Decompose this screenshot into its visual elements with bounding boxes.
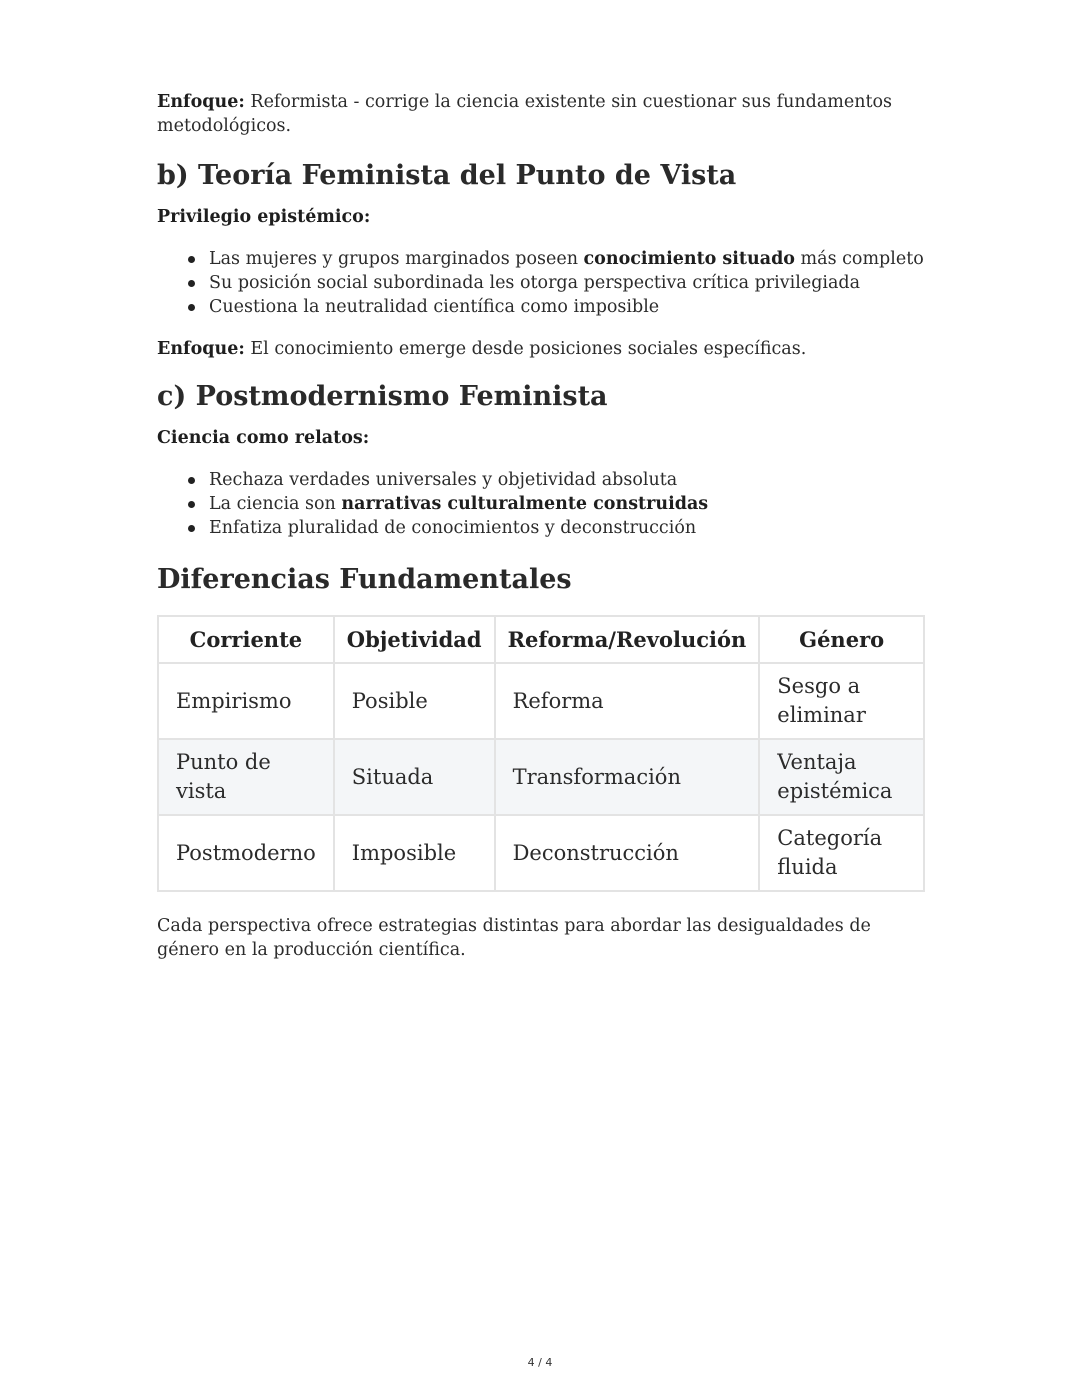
table-cell: Sesgo a eliminar <box>759 663 924 739</box>
label-ciencia-relatos: Ciencia como relatos: <box>157 428 370 448</box>
table-cell: Ventaja epistémica <box>759 739 924 815</box>
focus-text: El conocimiento emerge desde posiciones sociales específicas. <box>244 339 807 359</box>
header-genero: Género <box>759 616 924 663</box>
list-section-b <box>157 247 927 319</box>
table-cell: Imposible <box>334 815 495 891</box>
page-number: 4 / 4 <box>527 1356 553 1369</box>
label-privilegio: Privilegio epistémico: <box>157 207 371 227</box>
header-corriente: Corriente <box>158 616 334 663</box>
intro-paragraph <box>157 90 927 138</box>
list-section-c <box>157 468 927 540</box>
header-objetividad: Objetividad <box>334 616 495 663</box>
document-page <box>157 90 927 962</box>
table-cell: Transformación <box>495 739 760 815</box>
table-row <box>158 739 924 815</box>
list-item: Rechaza verdades universales y objetividad absoluta <box>209 468 927 492</box>
table-header-row <box>158 616 924 663</box>
list-item: Su posición social subordinada les otorga perspectiva crítica privilegiada <box>209 271 927 295</box>
list-item: Enfatiza pluralidad de conocimientos y deconstrucción <box>209 516 927 540</box>
heading-section-c: c) Postmodernismo Feminista <box>157 381 608 412</box>
table-cell: Situada <box>334 739 495 815</box>
header-reforma-revolucion: Reforma/Revolución <box>495 616 760 663</box>
focus-paragraph <box>157 337 927 361</box>
table-cell: Reforma <box>495 663 760 739</box>
heading-section-b: b) Teoría Feminista del Punto de Vista <box>157 160 737 191</box>
table-row <box>158 815 924 891</box>
table-row <box>158 663 924 739</box>
list-item: Cuestiona la neutralidad científica como imposible <box>209 295 927 319</box>
table-cell: Empirismo <box>158 663 334 739</box>
table-cell: Categoría fluida <box>759 815 924 891</box>
differences-table <box>157 615 925 892</box>
intro-label: Enfoque: <box>157 92 245 112</box>
heading-differences: Diferencias Fundamentales <box>157 564 572 595</box>
closing-paragraph: Cada perspectiva ofrece estrategias distintas para abordar las desigualdades de género en la producción científica. <box>157 916 871 960</box>
list-item: La ciencia son narrativas culturalmente construidas <box>209 492 927 516</box>
table-cell: Punto de vista <box>158 739 334 815</box>
table-cell: Postmoderno <box>158 815 334 891</box>
focus-label: Enfoque: <box>157 339 245 359</box>
table-cell: Deconstrucción <box>495 815 760 891</box>
table-cell: Posible <box>334 663 495 739</box>
list-item: Las mujeres y grupos marginados poseen conocimiento situado más completo <box>209 247 927 271</box>
intro-text: Reformista - corrige la ciencia existente sin cuestionar sus fundamentos metodológicos. <box>157 92 893 136</box>
